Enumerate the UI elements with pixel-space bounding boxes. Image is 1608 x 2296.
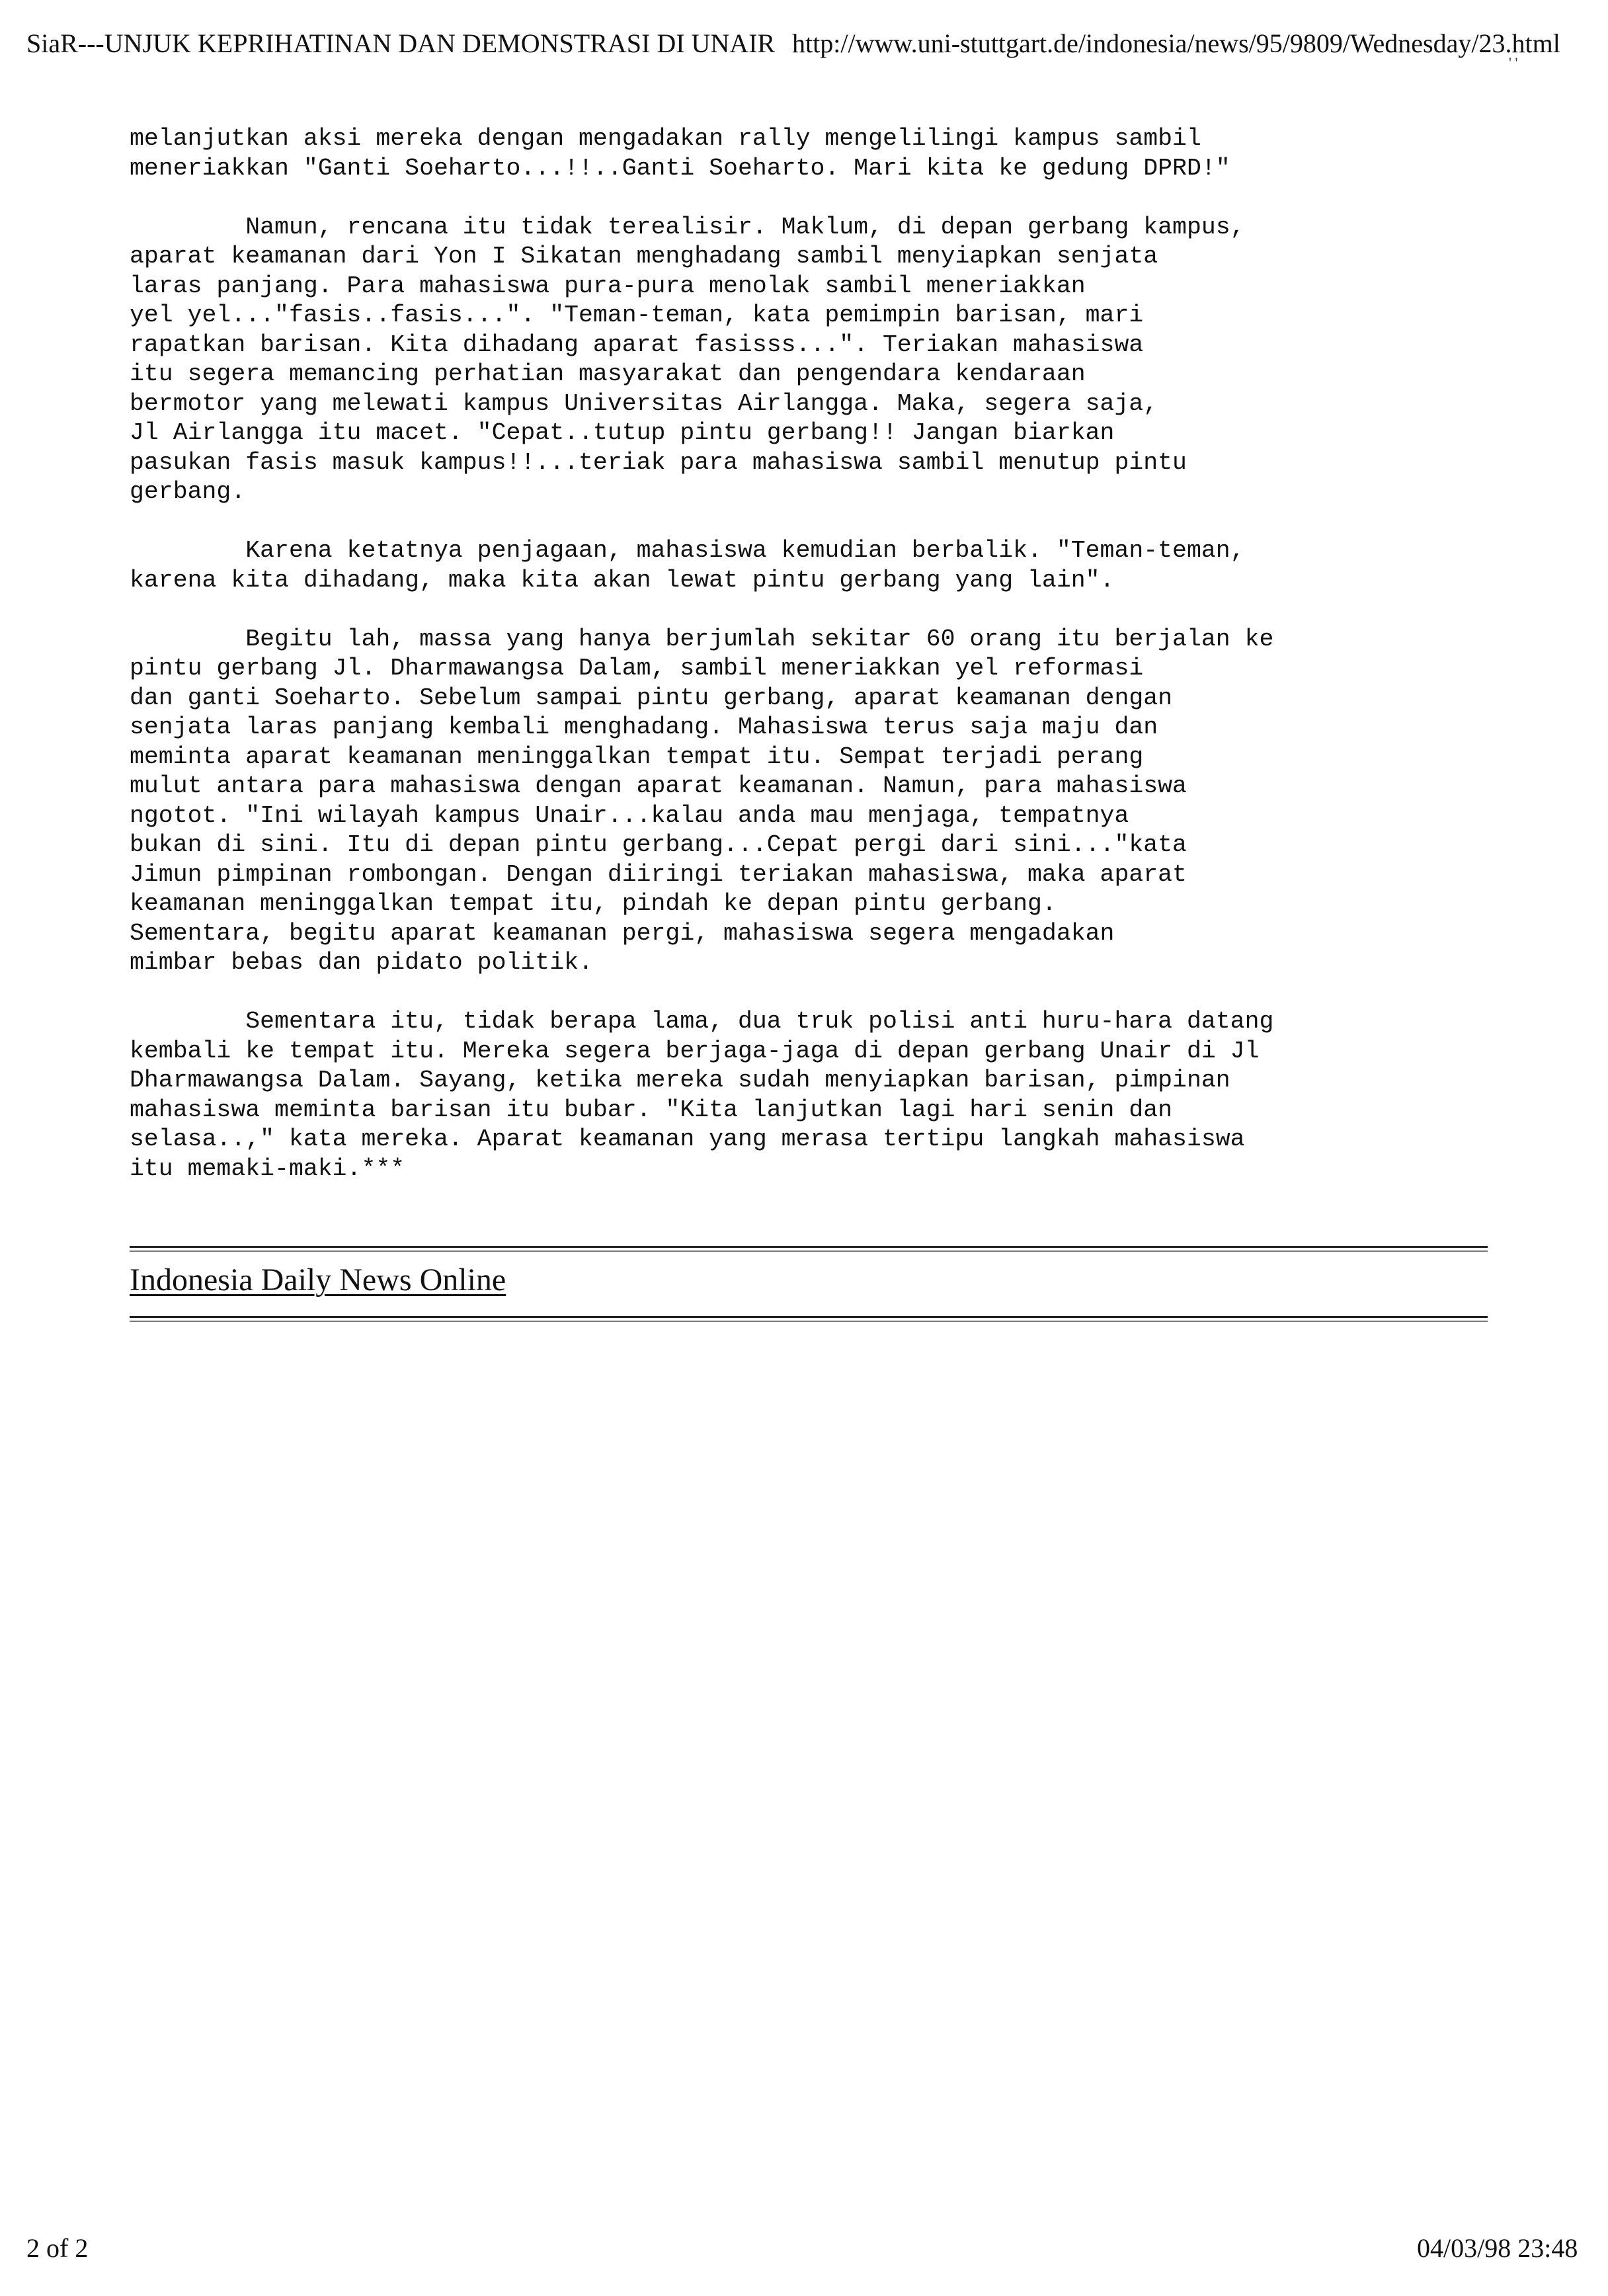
scan-mark: ' ' — [1509, 54, 1518, 71]
article-paragraph: Namun, rencana itu tidak terealisir. Maklum, di depan gerbang kampus, aparat keamanan dari Yon I Sikatan menghadang sambil menyiapkan senjata laras panjang. Para mahasiswa pura-pura menolak sambil meneriakkan yel yel..."fasis..fasis...". "Teman-teman, kata pemimpin barisan, mari rapatkan barisan. Kita dihadang aparat fasisss...". Teriakan mahasiswa itu segera memancing perhatian masyarakat dan pengendara kendaraan bermotor yang melewati kampus Universitas Airlangga. Maka, segera saja, Jl Airlangga itu macet. "Cepat..tutup pintu gerbang!! Jangan biarkan pasukan fasis masuk kampus!!...teriak para mahasiswa sambil menutup pintu gerbang. — [130, 213, 1245, 505]
page-title: SiaR---UNJUK KEPRIHATINAN DAN DEMONSTRASI DI UNAIR — [26, 28, 776, 58]
article-paragraph: Sementara itu, tidak berapa lama, dua truk polisi anti huru-hara datang kembali ke tempat itu. Mereka segera berjaga-jaga di depan gerbang Unair di Jl Dharmawangsa Dalam. Sayang, ketika mereka sudah menyiapkan barisan, pimpinan mahasiswa meminta barisan itu bubar. "Kita lanjutkan lagi hari senin dan selasa..," kata mereka. Aparat keamanan yang merasa tertipu langkah mahasiswa itu memaki-maki.*** — [130, 1008, 1274, 1182]
article-body — [130, 124, 1505, 1213]
site-home-link[interactable]: Indonesia Daily News Online — [130, 1262, 506, 1297]
page-url: http://www.uni-stuttgart.de/indonesia/news/95/9809/Wednesday/23.html — [792, 28, 1560, 58]
page-count: 2 of 2 — [26, 2233, 89, 2263]
print-header — [26, 24, 1580, 63]
article-paragraph: melanjutkan aksi mereka dengan mengadakan rally mengelilingi kampus sambil meneriakkan "Ganti Soeharto...!!..Ganti Soeharto. Mari kita ke gedung DPRD!" — [130, 125, 1230, 182]
print-datetime: 04/03/98 23:48 — [1417, 2233, 1578, 2263]
footer-divider-bottom — [130, 1316, 1488, 1322]
article-paragraph: Karena ketatnya penjagaan, mahasiswa kemudian berbalik. "Teman-teman, karena kita dihadang, maka kita akan lewat pintu gerbang yang lain". — [130, 537, 1245, 594]
article-paragraph: Begitu lah, massa yang hanya berjumlah sekitar 60 orang itu berjalan ke pintu gerbang Jl. Dharmawangsa Dalam, sambil meneriakkan yel reformasi dan ganti Soeharto. Sebelum sampai pintu gerbang, aparat keamanan dengan senjata laras panjang kembali menghadang. Mahasiswa terus saja maju dan meminta aparat keamanan meninggalkan tempat itu. Sempat terjadi perang mulut antara para mahasiswa dengan aparat keamanan. Namun, para mahasiswa ngotot. "Ini wilayah kampus Unair...kalau anda mau menjaga, tempatnya bukan di sini. Itu di depan pintu gerbang...Cepat pergi dari sini..."kata Jimun pimpinan rombongan. Dengan diiringi teriakan mahasiswa, maka aparat keamanan meninggalkan tempat itu, pindah ke depan pintu gerbang. Sementara, begitu aparat keamanan pergi, mahasiswa segera mengadakan mimbar bebas dan pidato politik. — [130, 625, 1274, 976]
footer-divider-top — [130, 1246, 1488, 1252]
